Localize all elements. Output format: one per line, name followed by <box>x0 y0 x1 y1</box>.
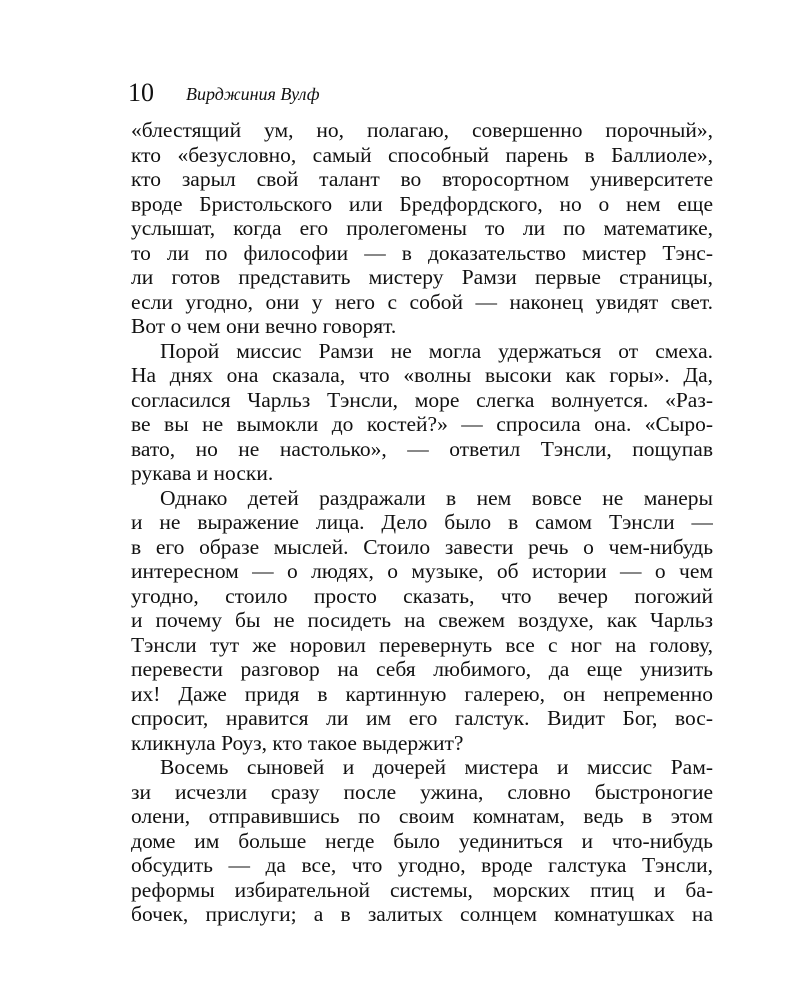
text-line: Тэнсли тут же норовил перевернуть все с ног на голову, <box>131 632 713 657</box>
text-line: интересном — о людях, о музыке, об истории — о чем <box>131 559 713 583</box>
text-line: вато, но не настолько», — ответил Тэнсли, пощупав <box>131 436 713 461</box>
text-line: ве вы не вымокли до костей?» — спросила она. «Сыро- <box>131 412 713 436</box>
text-line: то ли по философии — в доказательство мистер Тэнс- <box>131 240 713 265</box>
text-line: бочек, прислуги; а в залитых солнцем комнатушках на <box>131 902 713 926</box>
text-line: согласился Чарльз Тэнсли, море слегка волнуется. «Раз- <box>131 387 713 412</box>
text-line: угодно, стоило просто сказать, что вечер погожий <box>131 583 713 608</box>
text-line: вроде Бристольского или Бредфордского, но о нем еще <box>131 191 713 216</box>
text-line: в его образе мыслей. Стоило завести речь о чем-нибудь <box>131 534 713 559</box>
text-line: На днях она сказала, что «волны высоки как горы». Да, <box>131 363 713 387</box>
text-line: услышат, когда его пролегомены то ли по математике, <box>131 216 713 240</box>
text-line: реформы избирательной системы, морских птиц и ба- <box>131 877 713 902</box>
text-line: Вот о чем они вечно говорят. <box>131 314 397 338</box>
text-line: если угодно, они у него с собой — наконец увидят свет. <box>131 289 713 314</box>
body-text <box>131 118 713 927</box>
paragraph-2 <box>131 339 713 486</box>
text-line: спросит, нравится ли им его галстук. Видит Бог, вос- <box>131 706 713 730</box>
text-line: и не выражение лица. Дело было в самом Тэнсли — <box>131 510 713 534</box>
running-title: Вирджиния Вулф <box>186 84 320 104</box>
paragraph-1 <box>131 118 713 339</box>
text-line: и почему бы не посидеть на свежем воздухе, как Чарльз <box>131 608 713 632</box>
text-line: доме им больше негде было уединиться и что-нибудь <box>131 828 713 853</box>
text-line: зи исчезли сразу после ужина, словно быстроногие <box>131 779 713 804</box>
paragraph-4 <box>131 755 713 927</box>
text-line: рукава и носки. <box>131 461 274 485</box>
text-line: Восемь сыновей и дочерей мистера и миссис Рам- <box>160 755 713 779</box>
text-line: «блестящий ум, но, полагаю, совершенно порочный», <box>131 118 713 142</box>
text-line: обсудить — да все, что угодно, вроде галстука Тэнсли, <box>131 853 713 877</box>
text-line: кто «безусловно, самый способный парень в Баллиоле», <box>131 142 713 167</box>
text-line: кликнула Роуз, кто такое выдержит? <box>131 730 464 755</box>
text-line: кто зарыл свой талант во второсортном университете <box>131 167 713 191</box>
text-line: их! Даже придя в картинную галерею, он непременно <box>131 681 713 706</box>
text-line: Однако детей раздражали в нем вовсе не манеры <box>160 485 713 510</box>
text-line: перевести разговор на себя любимого, да еще унизить <box>131 657 713 681</box>
page-number: 10 <box>128 78 154 107</box>
paragraph-3 <box>131 486 713 756</box>
text-line: Порой миссис Рамзи не могла удержаться от смеха. <box>160 338 713 363</box>
text-line: ли готов представить мистеру Рамзи первые страницы, <box>131 265 713 289</box>
text-line: олени, отправившись по своим комнатам, ведь в этом <box>131 804 713 828</box>
